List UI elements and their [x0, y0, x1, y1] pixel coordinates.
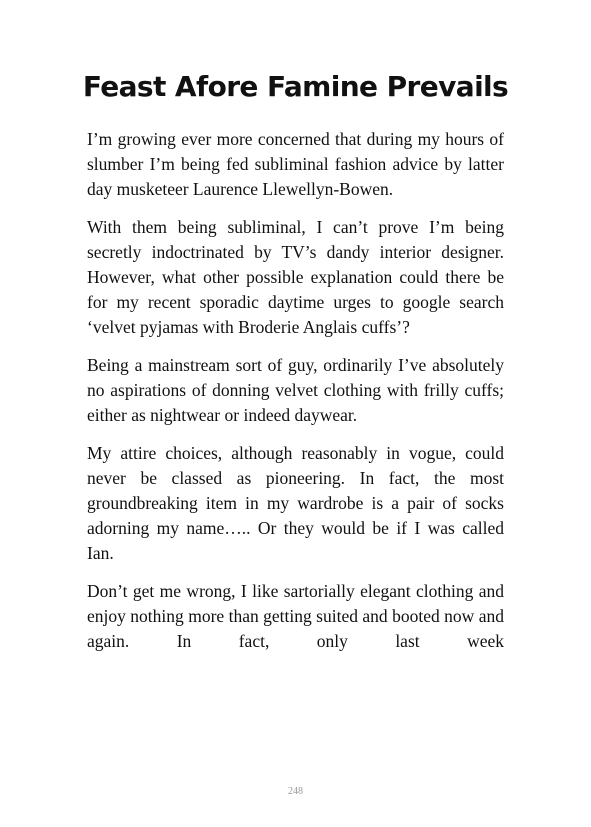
paragraph: With them being subliminal, I can’t prove I’m being secretly indoctrinated by TV’s dandy interior designer. However, what other possible explanation could there be for my recent sporadic daytime urges to google search ‘velvet pyjamas with Broderie Anglais cuffs’? [87, 217, 504, 337]
paragraph: Don’t get me wrong, I like sartorially elegant clothing and enjoy nothing more than getting suited and booted now and again. In fact, only last week [87, 581, 504, 651]
page-number: 248 [288, 786, 303, 797]
paragraph: Being a mainstream sort of guy, ordinarily I’ve absolutely no aspirations of donning velvet clothing with frilly cuffs; either as nightwear or indeed daywear. [87, 355, 504, 425]
paragraph: My attire choices, although reasonably in vogue, could never be classed as pioneering. In fact, the most groundbreaking item in my wardrobe is a pair of socks adorning my name….. Or they would be if I was called Ian. [87, 443, 504, 563]
body-text [87, 127, 504, 667]
chapter-title: Feast Afore Famine Prevails [82, 70, 509, 103]
paragraph: I’m growing ever more concerned that during my hours of slumber I’m being fed subliminal fashion advice by latter day musketeer Laurence Llewellyn-Bowen. [87, 129, 504, 199]
